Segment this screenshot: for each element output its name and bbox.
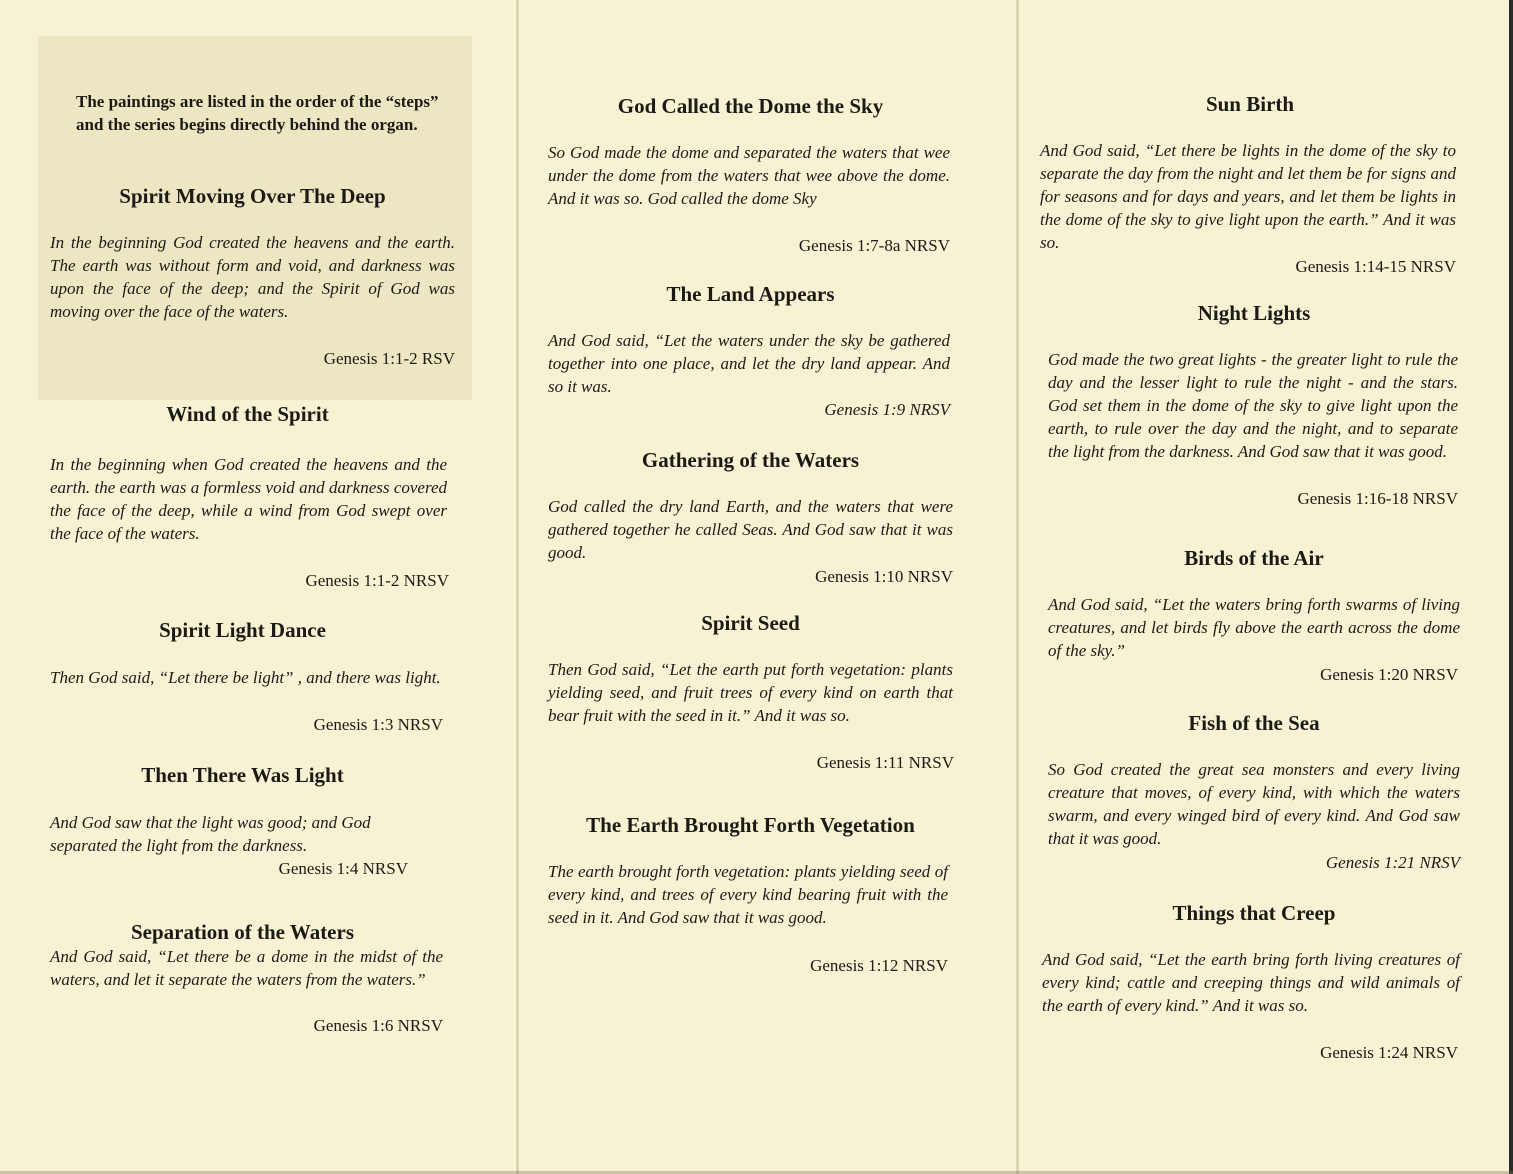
scripture-reference: Genesis 1:21 NRSV (1325, 853, 1460, 872)
scripture-reference: Genesis 1:24 NRSV (1320, 1043, 1458, 1062)
section-title: Spirit Light Dance (159, 618, 326, 642)
section-title: Birds of the Air (1184, 546, 1324, 570)
section-title: Wind of the Spirit (166, 402, 329, 426)
scripture-verse: Then God said, “Let there be light” , and there was light. (50, 668, 441, 687)
section-title: Spirit Moving Over The Deep (119, 184, 386, 208)
fold-line-right (1016, 0, 1019, 1174)
scripture-verse: And God said, “Let there be a dome in the midst of the waters, and let it separate the waters from the waters.” (50, 947, 443, 989)
section-title: Separation of the Waters (130, 920, 354, 944)
scripture-reference: Genesis 1:6 NRSV (313, 1016, 443, 1035)
scripture-verse: And God saw that the light was good; and God separated the light from the darkness. (50, 813, 371, 855)
section-title: Then There Was Light (141, 763, 344, 787)
section-title: Night Lights (1197, 301, 1311, 325)
scripture-reference ref-italic: Genesis 1:9 NRSV (824, 400, 950, 419)
scripture-verse: In the beginning God created the heavens and the earth. The earth was without form and void, and darkness was upon the face of the deep; and the Spirit of God was moving over the face of the waters. (50, 233, 455, 321)
section-title: God Called the Dome the Sky (617, 94, 884, 118)
scripture-verse: The earth brought forth vegetation: plants yielding seed of every kind, and trees of every kind bearing fruit with the seed in it. And God saw that it was good. (548, 862, 948, 927)
section-title: Things that Creep (1172, 901, 1336, 925)
scripture-verse: God made the two great lights - the greater light to rule the day and the lesser light to rule the night - and the stars. God set them in the dome of the sky to give light upon the earth, to rule over the day and the night, and to separate the light from the darkness. And God saw that it was good. (1048, 350, 1458, 461)
scripture-reference: Genesis 1:7-8a NRSV (798, 236, 950, 255)
section-title: Sun Birth (1205, 92, 1295, 116)
intro-note: The paintings are listed in the order of the “steps” and the series begins directly behind the organ. (76, 92, 439, 134)
scripture-reference: Genesis 1:16-18 NRSV (1297, 489, 1458, 508)
scripture-verse: And God said, “Let the earth bring forth living creatures of every kind; cattle and creeping things and wild animals of the earth of every kind.” And it was so. (1042, 950, 1460, 1015)
scripture-verse: Then God said, “Let the earth put forth vegetation: plants yielding seed, and fruit trees of every kind on earth that bear fruit with the seed in it.” And it was so. (548, 660, 953, 725)
section-title: The Earth Brought Forth Vegetation (586, 813, 915, 837)
scripture-reference: Genesis 1:10 NRSV (815, 567, 953, 586)
scripture-reference: Genesis 1:12 NRSV (810, 956, 948, 975)
scripture-reference: Genesis 1:4 NRSV (278, 859, 408, 878)
section-title: Fish of the Sea (1188, 711, 1320, 735)
scripture-verse: So God made the dome and separated the waters that wee under the dome from the waters that wee above the dome. And it was so. God called the dome Sky (548, 143, 950, 208)
section-title: Spirit Seed (701, 611, 800, 635)
scripture-reference: Genesis 1:14-15 NRSV (1295, 257, 1456, 276)
scripture-verse: In the beginning when God created the heavens and the earth. the earth was a formless void and darkness covered the face of the deep, while a wind from God swept over the face of the waters. (50, 455, 447, 543)
fold-line-left (516, 0, 519, 1174)
scripture-verse: God called the dry land Earth, and the waters that were gathered together he called Seas. And God saw that it was good. (548, 497, 953, 562)
scripture-verse: And God said, “Let the waters under the sky be gathered together into one place, and let the dry land appear. And so it was. (548, 331, 950, 396)
scripture-reference: Genesis 1:3 NRSV (313, 715, 443, 734)
scripture-verse: And God said, “Let the waters bring forth swarms of living creatures, and let birds fly above the earth across the dome of the sky.” (1048, 595, 1460, 660)
scripture-reference: Genesis 1:11 NRSV (816, 753, 954, 772)
scripture-reference: Genesis 1:1-2 RSV (323, 349, 455, 368)
page-edge (1509, 0, 1513, 1174)
section-title: The Land Appears (666, 282, 835, 306)
scripture-verse: So God created the great sea monsters and every living creature that moves, of every kind, with which the waters swarm, and every winged bird of every kind. And God saw that it was good. (1048, 760, 1460, 848)
section-title: Gathering of the Waters (641, 448, 860, 472)
scripture-verse: And God said, “Let there be lights in the dome of the sky to separate the day from the night and let them be for signs and for seasons and for days and years, and let them be lights in the dome of the sky to give light upon the earth.” And it was so. (1040, 141, 1456, 252)
scripture-reference: Genesis 1:20 NRSV (1320, 665, 1458, 684)
scripture-reference: Genesis 1:1-2 NRSV (305, 571, 449, 590)
